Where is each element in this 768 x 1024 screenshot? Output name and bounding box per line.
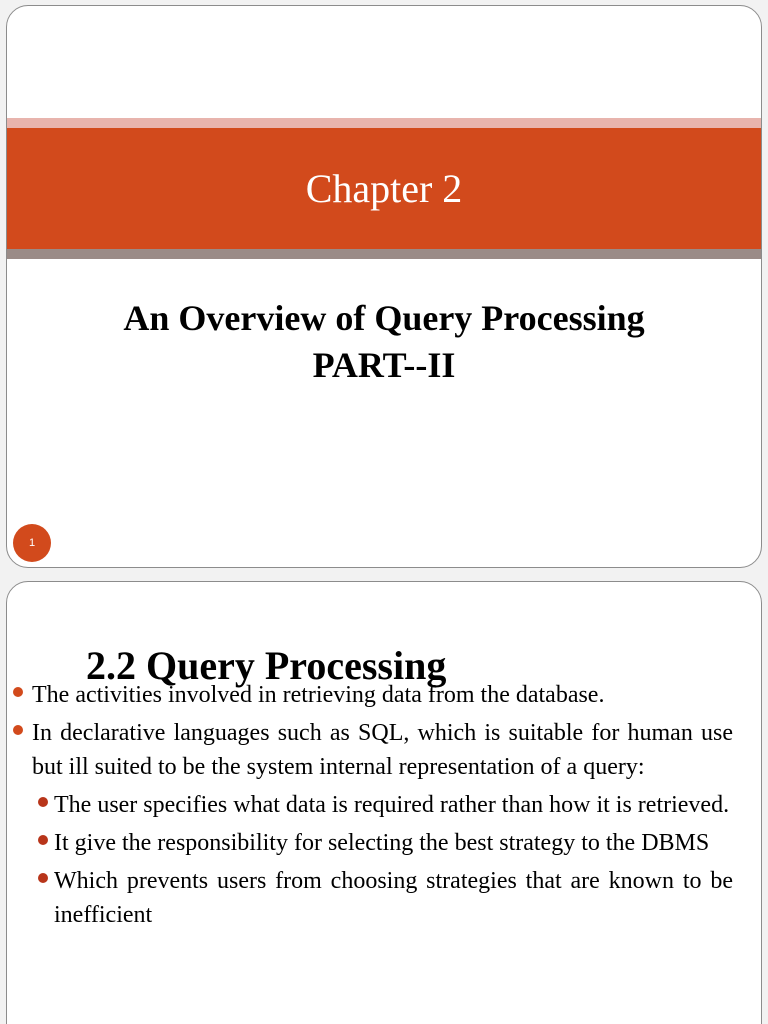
sub-bullet-text: It give the responsibility for selecting the best strategy to the DBMS bbox=[54, 830, 710, 856]
bullet-dot-icon bbox=[38, 873, 48, 883]
subtitle-line-1: An Overview of Query Processing bbox=[123, 298, 645, 338]
slide-number-badge: 1 bbox=[13, 524, 51, 562]
slide-subtitle bbox=[7, 295, 761, 389]
sub-bullet-text: The user specifies what data is required rather than how it is retrieved. bbox=[54, 792, 730, 818]
chapter-title: Chapter 2 bbox=[305, 166, 463, 211]
title-slide bbox=[6, 5, 762, 568]
bullet-dot-icon bbox=[13, 725, 23, 735]
bullet-dot-icon bbox=[38, 835, 48, 845]
bullet-dot-icon bbox=[38, 797, 48, 807]
sub-bullet-item bbox=[7, 826, 761, 860]
bullet-dot-icon bbox=[13, 687, 23, 697]
title-band bbox=[7, 128, 761, 249]
subtitle-line-2: PART--II bbox=[312, 345, 456, 385]
sub-bullet-item bbox=[7, 788, 761, 822]
decorative-band-bottom bbox=[7, 249, 761, 259]
sub-bullet-text: Which prevents users from choosing strategies that are known to be inefficient bbox=[54, 868, 733, 928]
bullet-item bbox=[7, 716, 761, 784]
bullet-list bbox=[7, 678, 761, 936]
section-heading: 2.2 Query Processing bbox=[86, 643, 447, 688]
decorative-band-top bbox=[7, 118, 761, 128]
bullet-item bbox=[7, 678, 761, 712]
bullet-text: The activities involved in retrieving data from the database. bbox=[32, 682, 605, 708]
bullet-text: In declarative languages such as SQL, which is suitable for human use but ill suited to be the system internal representation of a query: bbox=[32, 720, 733, 780]
sub-bullet-item bbox=[7, 864, 761, 932]
content-slide bbox=[6, 581, 762, 1024]
